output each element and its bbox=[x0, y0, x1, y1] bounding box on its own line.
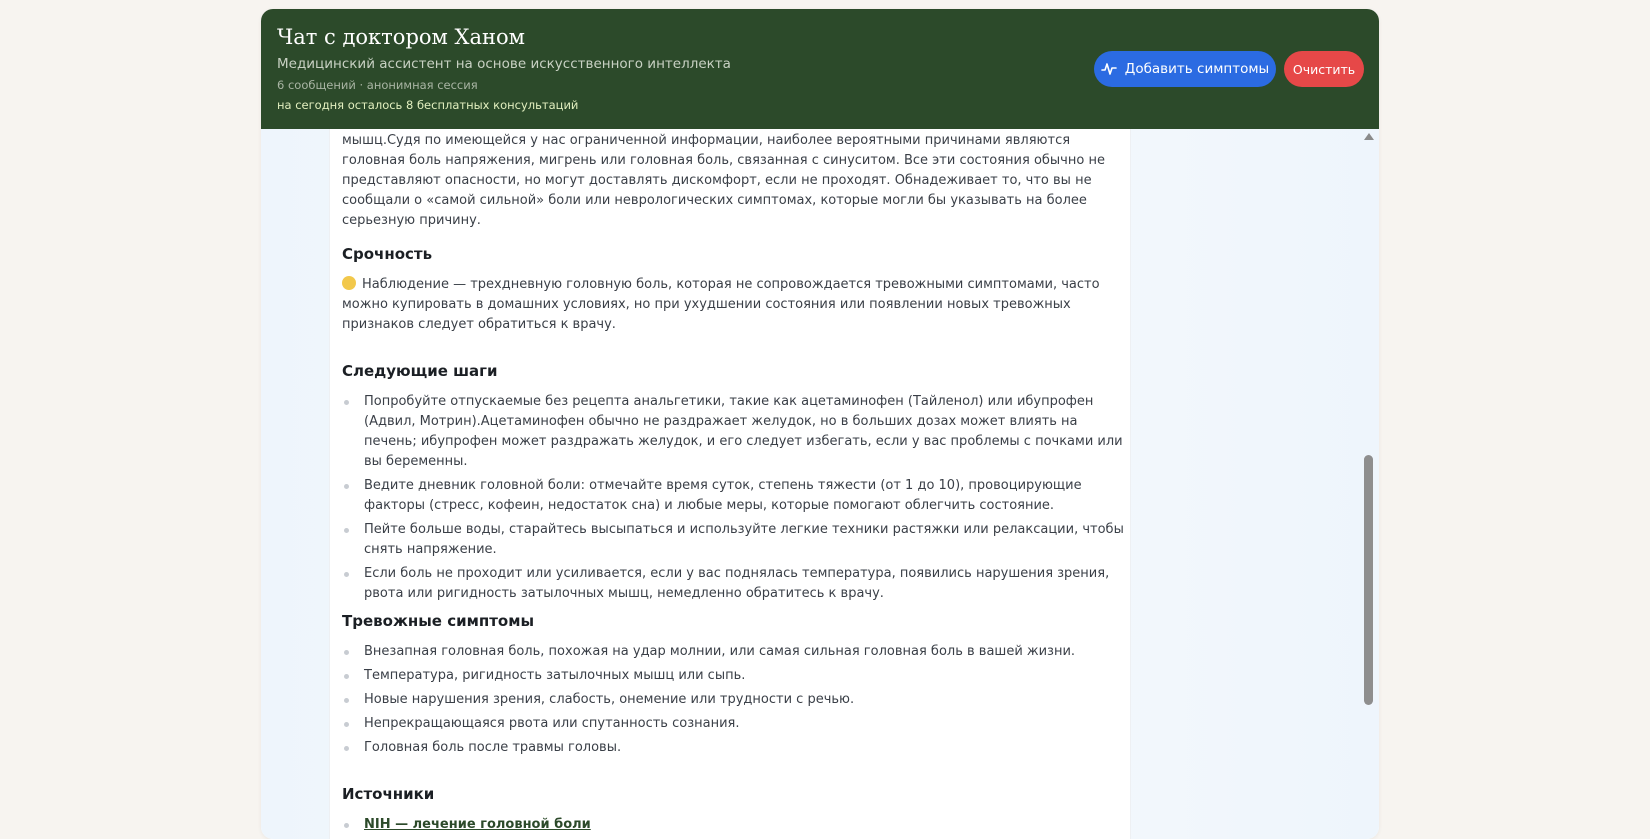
message-intro: мышц.Судя по имеющейся у нас ограниченной информации, наиболее вероятными причинами являются головная боль напряжения, мигрень или головная боль, связанная с синуситом. Все эти состояния обычно не представляют опасности, но могут доставлять дискомфорт, если не проходят. Обнадеживает то, что вы не сообщали о «самой сильной» боли или неврологических симптомах, которые могли бы указывать на более серьезную причину. bbox=[342, 133, 1105, 228]
sources-heading: Источники bbox=[342, 785, 435, 803]
list-item: Пейте больше воды, старайтесь высыпаться и используйте легкие техники растяжки или релаксации, чтобы снять напряжение. bbox=[342, 520, 1128, 560]
chat-scroll-area[interactable] bbox=[261, 129, 1379, 839]
clear-label: Очистить bbox=[1292, 61, 1356, 77]
urgency-heading: Срочность bbox=[342, 245, 433, 263]
add-symptoms-label: Добавить симптомы bbox=[1124, 61, 1270, 77]
list-item: Если боль не проходит или усиливается, если у вас поднялась температура, появились нарушения зрения, рвота или ригидность затылочных мышц, немедленно обратитесь к врачу. bbox=[342, 564, 1128, 604]
chat-header bbox=[261, 9, 1379, 129]
activity-icon bbox=[1101, 61, 1117, 77]
list-item: Новые нарушения зрения, слабость, онемение или трудности с речью. bbox=[342, 690, 1128, 710]
yellow-circle-icon bbox=[342, 276, 356, 290]
page-title: Чат с доктором Ханом bbox=[277, 25, 525, 49]
page-subtitle: Медицинский ассистент на основе искусственного интеллекта bbox=[277, 56, 731, 72]
consultation-quota: на сегодня осталось 8 бесплатных консультаций bbox=[277, 98, 579, 112]
scroll-up-arrow-icon[interactable] bbox=[1364, 133, 1374, 140]
next-steps-list bbox=[342, 392, 1128, 608]
list-item bbox=[342, 815, 1128, 835]
source-link[interactable]: NIH — лечение головной боли bbox=[364, 817, 591, 832]
list-item: Ведите дневник головной боли: отмечайте время суток, степень тяжести (от 1 до 10), провоцирующие факторы (стресс, кофеин, недостаток сна) и любые меры, которые помогают облегчить состояние. bbox=[342, 476, 1128, 516]
clear-button[interactable] bbox=[1284, 51, 1364, 87]
list-item: Температура, ригидность затылочных мышц или сыпь. bbox=[342, 666, 1128, 686]
sources-list bbox=[342, 815, 1128, 839]
urgency-description: Наблюдение — трехдневную головную боль, которая не сопровождается тревожными симптомами, часто можно купировать в домашних условиях, но при ухудшении состояния или появлении новых тревожных признаков следует обратиться к врачу. bbox=[342, 277, 1100, 332]
urgency-text bbox=[342, 275, 1128, 335]
list-item: Попробуйте отпускаемые без рецепта анальгетики, такие как ацетаминофен (Тайленол) или ибупрофен (Адвил, Мотрин).Ацетаминофен обычно не раздражает желудок, но в больших дозах может влиять на печень; ибупрофен может раздражать желудок, и его следует избегать, если у вас проблемы с почками или вы беременны. bbox=[342, 392, 1128, 472]
scrollbar-thumb[interactable] bbox=[1364, 455, 1373, 705]
assistant-message bbox=[329, 129, 1131, 839]
add-symptoms-button[interactable] bbox=[1094, 51, 1276, 87]
chat-window bbox=[261, 9, 1379, 839]
list-item: Внезапная головная боль, похожая на удар молнии, или самая сильная головная боль в вашей жизни. bbox=[342, 642, 1128, 662]
session-meta: 6 сообщений · анонимная сессия bbox=[277, 78, 478, 92]
list-item: Непрекращающаяся рвота или спутанность сознания. bbox=[342, 714, 1128, 734]
next-steps-heading: Следующие шаги bbox=[342, 362, 498, 380]
list-item: Головная боль после травмы головы. bbox=[342, 738, 1128, 758]
warning-signs-heading: Тревожные симптомы bbox=[342, 612, 535, 630]
scrollbar[interactable] bbox=[1363, 133, 1375, 839]
warning-signs-list bbox=[342, 642, 1128, 762]
